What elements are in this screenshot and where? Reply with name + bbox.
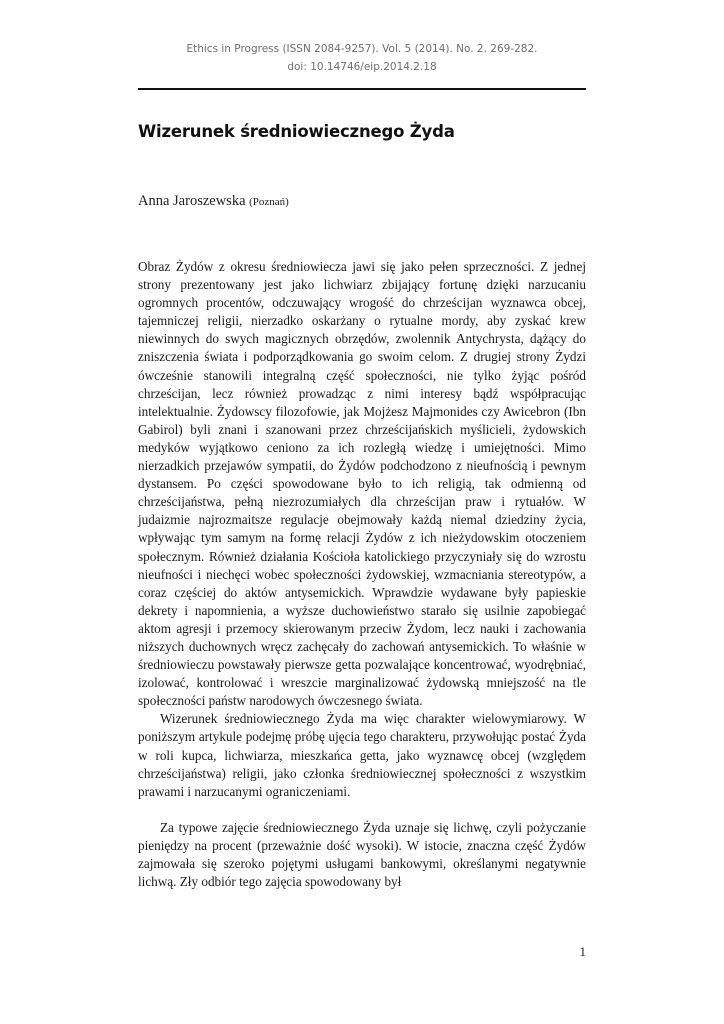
- author-line: [138, 193, 586, 210]
- header-rule: [138, 88, 586, 90]
- journal-citation: Ethics in Progress (ISSN 2084-9257). Vol. 5 (2014). No. 2. 269-282.: [186, 43, 538, 55]
- author-affiliation: (Poznań): [249, 196, 289, 208]
- article-title: Wizerunek średniowiecznego Żyda: [138, 122, 455, 141]
- journal-header: [138, 40, 586, 76]
- page-number: 1: [579, 944, 586, 959]
- article-body: [138, 258, 586, 891]
- paragraph: Wizerunek średniowiecznego Żyda ma więc charakter wielowymiarowy. W poniższym artykule podejmę próbę ujęcia tego charakteru, przywołując postać Żyda w roli kupca, lichwiarza, mieszkańca getta, jako wyznawcę obcej (względem chrześcijaństwa) religii, jako członka średniowiecznej społeczności z wszystkim prawami i narzucanymi ograniczeniami.: [138, 711, 586, 799]
- paragraph: Obraz Żydów z okresu średniowiecza jawi się jako pełen sprzeczności. Z jednej strony prezentowany jest jako lichwiarz zbijający fortunę dzięki narzucaniu ogromnych procentów, odczuwający wrogość do chrześcijan wyznawca obcej, tajemniczej religii, nierzadko oskarżany o rytualne mordy, aby zyskać krew niewinnych do swych magicznych obrzędów, zwolennik Antychrysta, dążący do zniszczenia świata i podporządkowania go swoim celom. Z drugiej strony Żydzi ówcześnie stanowili integralną część społeczności, nie tylko żyjąc pośród chrześcijan, lecz również prowadząc z nimi interesy bądź współpracując intelektualnie. Żydowscy filozofowie, jak Mojżesz Majmonides czy Awicebron (Ibn Gabirol) byli znani i szanowani przez chrześcijańskich myślicieli, żydowskich medyków wyjątkowo ceniono za ich rozległą wiedzę i umiejętności. Mimo nierzadkich przejawów sympatii, do Żydów podchodzono z nieufnością i pewnym dystansem. Po części spowodowane było to ich religią, tak odmienną od chrześcijaństwa, pełną niezrozumiałych dla chrześcijan praw i rytuałów. W judaizmie najrozmaitsze regulacje obejmowały każdą niemal dziedziny życia, wpływając tym samym na formę relacji Żydów z ich nieżydowskim otoczeniem społecznym. Również działania Kościoła katolickiego przyczyniały się do wzrostu nieufności i niechęci wobec społeczności żydowskiej, wzmacniania stereotypów, a coraz częściej do aktów antysemickich. Wprawdzie wydawane były papieskie dekrety i napomnienia, a wyższe duchowieństwo starało się usilnie zapobiegać aktom agresji i przemocy skierowanym przeciw Żydom, lecz nauki i zachowania niższych duchownych wręcz zachęcały do zachowań antysemickich. To właśnie w średniowieczu powstawały pierwsze getta pozwalające koncentrować, wyodrębniać, izolować, kontrolować i wreszcie marginalizować żydowską mniejszość na tle społeczności państw narodowych ówczesnego świata.: [138, 259, 586, 709]
- doi: doi: 10.14746/eip.2014.2.18: [287, 61, 437, 73]
- paragraph: Za typowe zajęcie średniowiecznego Żyda uznaje się lichwę, czyli pożyczanie pieniędzy na procent (przeważnie dość wysoki). W istocie, znaczna część Żydów zajmowała się szeroko pojętymi usługami bankowymi, określanymi negatywnie lichwą. Zły odbiór tego zajęcia spowodowany był: [138, 819, 586, 890]
- author-name: Anna Jaroszewska: [138, 193, 246, 209]
